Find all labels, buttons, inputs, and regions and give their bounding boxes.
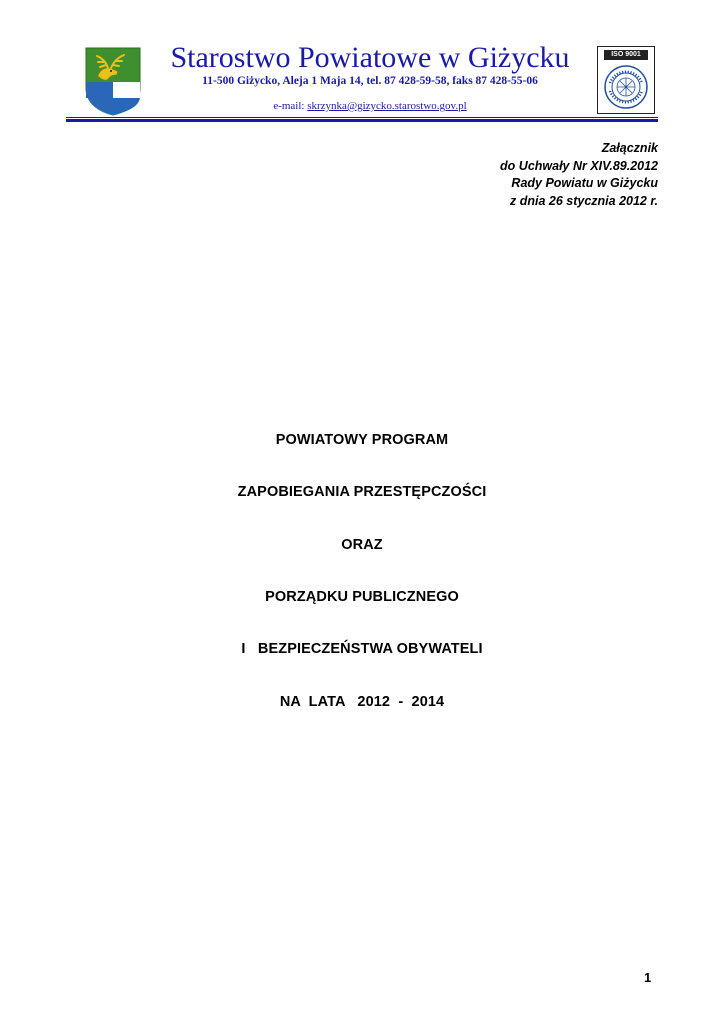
attachment-line: Załącznik — [601, 141, 658, 155]
iso-certificate-badge — [597, 46, 655, 114]
attachment-note — [358, 140, 658, 210]
header-divider-thin — [66, 117, 658, 118]
office-title: Starostwo Powiatowe w Giżycku — [170, 41, 570, 74]
program-title-line: PORZĄDKU PUBLICZNEGO — [265, 589, 459, 605]
email-prefix: e-mail: — [273, 100, 308, 112]
attachment-line: Rady Powiatu w Giżycku — [511, 176, 658, 190]
office-email-line — [150, 100, 590, 112]
coat-of-arms-logo — [84, 46, 142, 116]
page-number: 1 — [644, 970, 652, 985]
program-title-line: NA LATA 2012 - 2014 — [279, 694, 445, 710]
header-divider-thick — [66, 119, 658, 122]
email-link[interactable]: skrzynka@gizycko.starostwo.gov.pl — [307, 100, 467, 112]
office-address: 11-500 Giżycko, Aleja 1 Maja 14, tel. 87 428-59-58, faks 87 428-55-06 — [202, 75, 538, 87]
program-title-line: POWIATOWY PROGRAM — [275, 432, 449, 448]
iso-label: ISO 9001 — [604, 50, 648, 60]
attachment-line: do Uchwały Nr XIV.89.2012 — [500, 158, 658, 173]
attachment-line: z dnia 26 stycznia 2012 r. — [510, 193, 658, 208]
program-title-line: I BEZPIECZEŃSTWA OBYWATELI — [241, 641, 483, 657]
certification-seal-icon — [602, 63, 650, 111]
program-title-line: ZAPOBIEGANIA PRZESTĘPCZOŚCI — [237, 484, 487, 500]
program-title-line: ORAZ — [341, 537, 383, 553]
